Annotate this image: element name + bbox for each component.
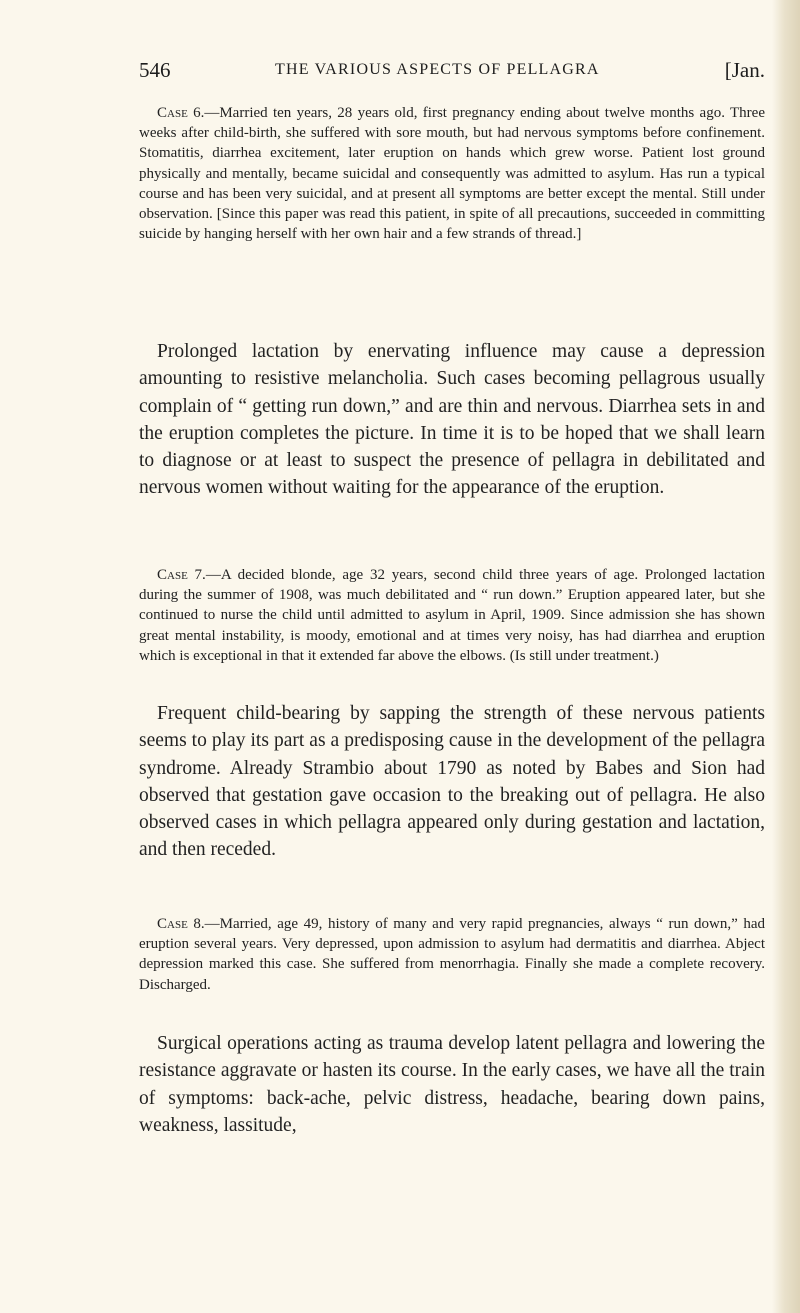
body-paragraph-lactation <box>139 338 765 502</box>
case-label: Case 6. <box>157 105 205 121</box>
page-number: 546 <box>139 58 171 82</box>
case-label: Case 7. <box>157 567 206 583</box>
case-text: —Married ten years, 28 years old, first pregnancy ending about twelve months ago. Three weeks after child-birth, she suffered with sore mouth, but had nervous symptoms before confinement. Stomatitis, diarrhea excitement, later eruption on hands which grew worse. Patient lost ground physically and mentally, became suicidal and consequently was admitted to asylum. Has run a typical course and has been very suicidal, and at present all symptoms are better except the mental. Still under observation. [Since this paper was read this patient, in spite of all precautions, succeeded in committing suicide by hanging herself with her own hair and a few strands of thread.] <box>139 105 765 243</box>
issue-month: [Jan. <box>724 58 765 82</box>
body-text: Prolonged lactation by enervating influence may cause a depression amounting to resistive melancholia. Such cases becoming pellagrous usually complain of “ getting run down,” and are thin and nervous. Diarrhea sets in and the eruption completes the picture. In time it is to be hoped that we shall learn to diagnose or at least to suspect the presence of pellagra in debilitated and nervous women without waiting for the appearance of the eruption. <box>139 341 765 499</box>
body-text: Frequent child-bearing by sapping the strength of these nervous patients seems to play its part as a predisposing cause in the development of the pellagra syndrome. Already Strambio about 1790 as noted by Babes and Sion had observed that gestation gave occasion to the breaking out of pellagra. He also observed cases in which pellagra appeared only during gestation and lactation, and then receded. <box>139 703 765 861</box>
body-text: Surgical operations acting as trauma develop latent pellagra and lowering the resistance aggravate or hasten its course. In the early cases, we have all the train of symptoms: back-ache, pelvic distress, headache, bearing down pains, weakness, lassitude, <box>139 1033 765 1136</box>
body-paragraph-child-bearing <box>139 700 765 864</box>
running-header <box>139 58 765 88</box>
case-8-paragraph <box>139 914 765 995</box>
running-title: THE VARIOUS ASPECTS OF PELLAGRA <box>275 61 600 78</box>
case-6-paragraph <box>139 103 765 244</box>
case-7-paragraph <box>139 565 765 666</box>
case-text: —Married, age 49, history of many and very rapid pregnancies, always “ run down,” had eruption several years. Very depressed, upon admission to asylum had dermatitis and diarrhea. Abject depression marked this case. She suffered from menorrhagia. Finally she made a complete recovery. Discharged. <box>139 916 765 993</box>
body-paragraph-surgical <box>139 1030 765 1139</box>
case-text: —A decided blonde, age 32 years, second child three years of age. Prolonged lactation during the summer of 1908, was much debilitated and “ run down.” Eruption appeared later, but she continued to nurse the child until admitted to asylum in April, 1909. Since admission she has shown great mental instability, is moody, emotional and at times very noisy, has had diarrhea and eruption which is exceptional in that it extended far above the elbows. (Is still under treatment.) <box>139 567 765 664</box>
case-label: Case 8. <box>157 916 205 932</box>
page-edge-shadow <box>772 0 800 1313</box>
